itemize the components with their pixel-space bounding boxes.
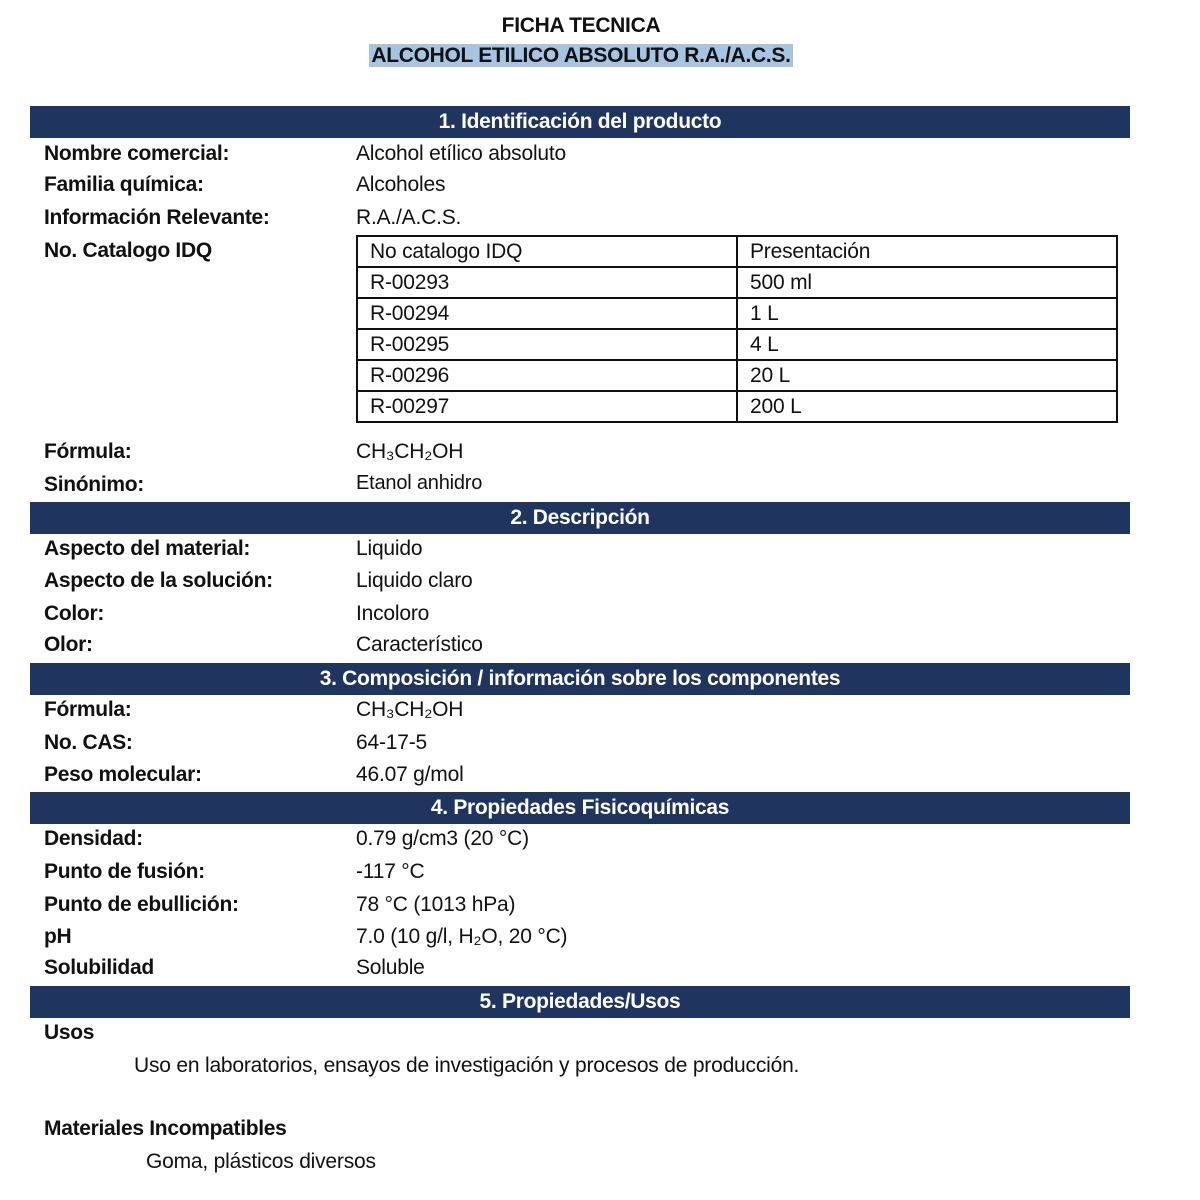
- catalog-header-cell: Presentación: [737, 236, 1117, 267]
- olor-value: Característico: [356, 633, 483, 656]
- nombre-comercial-value: Alcohol etílico absoluto: [356, 142, 566, 165]
- densidad-value: 0.79 g/cm3 (20 °C): [356, 827, 529, 850]
- densidad-label: Densidad:: [44, 827, 143, 850]
- catalog-table: [356, 235, 1118, 423]
- punto-fusion-value: -117 °C: [356, 860, 425, 883]
- peso-molecular-value: 46.07 g/mol: [356, 763, 464, 786]
- catalog-code-cell: R-00293: [357, 267, 737, 298]
- punto-ebullicion-value: 78 °C (1013 hPa): [356, 893, 516, 916]
- aspecto-solucion-label: Aspecto de la solución:: [44, 569, 273, 592]
- catalog-table-row: [357, 329, 1117, 360]
- aspecto-material-label: Aspecto del material:: [44, 537, 251, 560]
- catalog-code-cell: R-00297: [357, 391, 737, 422]
- sinonimo-value: Etanol anhidro: [356, 472, 483, 494]
- catalog-code-cell: R-00295: [357, 329, 737, 360]
- catalog-table-row: [357, 391, 1117, 422]
- color-label: Color:: [44, 602, 105, 625]
- usos-text: Uso en laboratorios, ensayos de investigación y procesos de producción.: [134, 1054, 800, 1077]
- solubilidad-value: Soluble: [356, 956, 425, 979]
- cas-label: No. CAS:: [44, 731, 133, 754]
- informacion-relevante-value: R.A./A.C.S.: [356, 206, 462, 229]
- materiales-incompatibles-label: Materiales Incompatibles: [44, 1117, 287, 1140]
- catalog-table-header-row: [357, 236, 1117, 267]
- catalog-presentation-cell: 200 L: [737, 391, 1117, 422]
- materiales-incompatibles-text: Goma, plásticos diversos: [146, 1150, 376, 1173]
- catalog-table-row: [357, 360, 1117, 391]
- aspecto-solucion-value: Liquido claro: [356, 569, 473, 592]
- catalog-presentation-cell: 4 L: [737, 329, 1117, 360]
- usos-label: Usos: [44, 1021, 95, 1044]
- ph-label: pH: [44, 925, 72, 948]
- familia-quimica-label: Familia química:: [44, 173, 204, 196]
- formula-value: CH₃CH₂OH: [356, 698, 464, 721]
- formula-label: Fórmula:: [44, 698, 132, 721]
- section-2-header: 2. Descripción: [30, 502, 1130, 534]
- punto-fusion-label: Punto de fusión:: [44, 860, 205, 883]
- section-4-header: 4. Propiedades Fisicoquímicas: [30, 792, 1130, 824]
- formula-label: Fórmula:: [44, 440, 132, 463]
- solubilidad-label: Solubilidad: [44, 956, 154, 979]
- sinonimo-label: Sinónimo:: [44, 473, 144, 496]
- catalogo-label: No. Catalogo IDQ: [44, 239, 212, 262]
- ph-value: 7.0 (10 g/l, H₂O, 20 °C): [356, 925, 568, 948]
- familia-quimica-value: Alcoholes: [356, 173, 446, 196]
- catalog-table-row: [357, 267, 1117, 298]
- catalog-presentation-cell: 1 L: [737, 298, 1117, 329]
- catalog-presentation-cell: 500 ml: [737, 267, 1117, 298]
- document-subtitle: [0, 44, 1162, 68]
- nombre-comercial-label: Nombre comercial:: [44, 142, 230, 165]
- peso-molecular-label: Peso molecular:: [44, 763, 202, 786]
- aspecto-material-value: Liquido: [356, 537, 423, 560]
- cas-value: 64-17-5: [356, 731, 427, 754]
- catalog-table-row: [357, 298, 1117, 329]
- catalog-code-cell: R-00296: [357, 360, 737, 391]
- punto-ebullicion-label: Punto de ebullición:: [44, 893, 239, 916]
- olor-label: Olor:: [44, 633, 93, 656]
- color-value: Incoloro: [356, 602, 430, 625]
- section-3-header: 3. Composición / información sobre los componentes: [30, 663, 1130, 695]
- section-1-header: 1. Identificación del producto: [30, 106, 1130, 138]
- catalog-code-cell: R-00294: [357, 298, 737, 329]
- catalog-presentation-cell: 20 L: [737, 360, 1117, 391]
- section-5-header: 5. Propiedades/Usos: [30, 986, 1130, 1018]
- highlighted-product-name: ALCOHOL ETILICO ABSOLUTO R.A./A.C.S.: [371, 44, 791, 67]
- formula-value: CH₃CH₂OH: [356, 440, 464, 463]
- catalog-header-cell: No catalogo IDQ: [357, 236, 737, 267]
- informacion-relevante-label: Información Relevante:: [44, 206, 270, 229]
- document-title: FICHA TECNICA: [501, 14, 661, 37]
